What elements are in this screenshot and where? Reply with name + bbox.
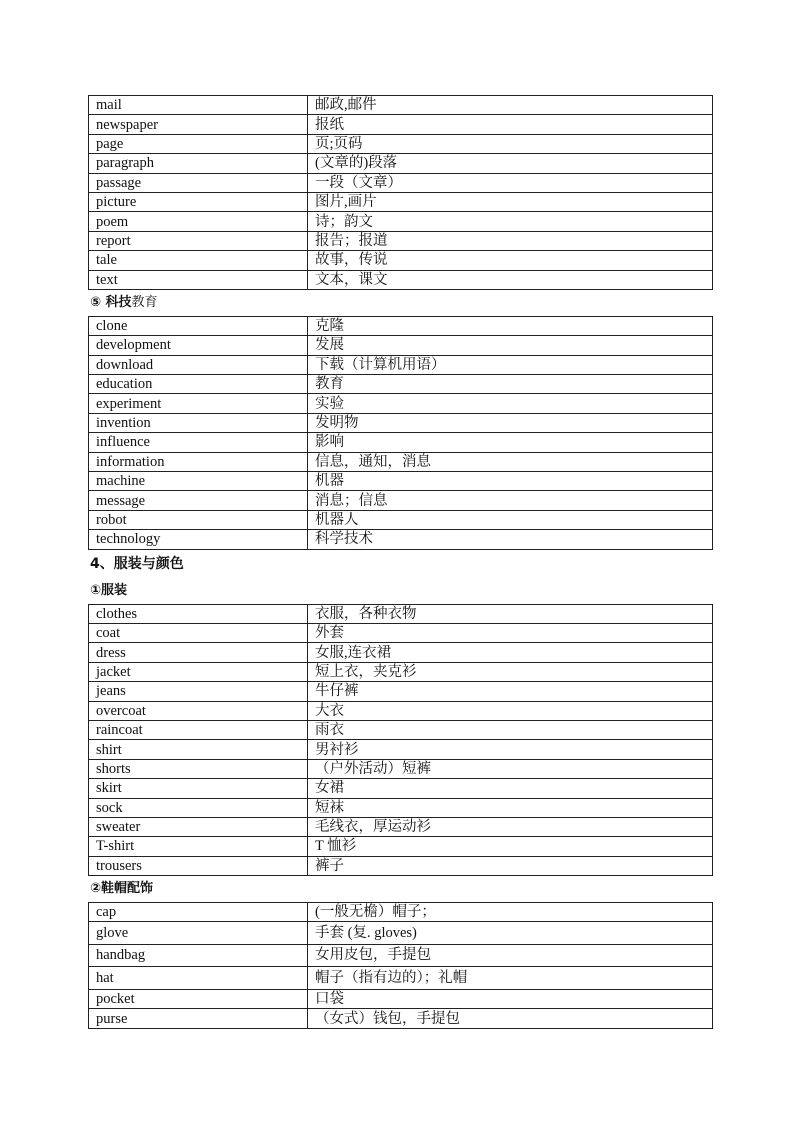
chinese-meaning: 牛仔裤 — [308, 682, 713, 701]
table-row — [89, 682, 713, 701]
table-row — [89, 944, 713, 967]
english-word: clone — [89, 316, 308, 335]
english-word: handbag — [89, 944, 308, 967]
table-row — [89, 212, 713, 231]
table-row — [89, 115, 713, 134]
table-row — [89, 433, 713, 452]
vocab-table-technology — [88, 316, 713, 550]
chinese-meaning: 手套 (复. gloves) — [308, 922, 713, 945]
chinese-meaning: 科学技术 — [308, 530, 713, 549]
english-word: text — [89, 270, 308, 289]
english-word: passage — [89, 173, 308, 192]
chinese-meaning: （女式）钱包，手提包 — [308, 1009, 713, 1028]
table-row — [89, 134, 713, 153]
english-word: pocket — [89, 989, 308, 1008]
english-word: technology — [89, 530, 308, 549]
english-word: machine — [89, 472, 308, 491]
table-row — [89, 316, 713, 335]
english-word: dress — [89, 643, 308, 662]
english-word: sock — [89, 798, 308, 817]
english-word: information — [89, 452, 308, 471]
english-word: influence — [89, 433, 308, 452]
english-word: glove — [89, 922, 308, 945]
english-word: coat — [89, 623, 308, 642]
english-word: education — [89, 375, 308, 394]
table-row — [89, 967, 713, 990]
table-row — [89, 903, 713, 922]
english-word: download — [89, 355, 308, 374]
table-row — [89, 270, 713, 289]
chinese-meaning: 页;页码 — [308, 134, 713, 153]
table-row — [89, 720, 713, 739]
english-word: clothes — [89, 604, 308, 623]
vocab-table-reading — [88, 95, 713, 290]
chinese-meaning: 外套 — [308, 623, 713, 642]
table-row — [89, 154, 713, 173]
chinese-meaning: 报告；报道 — [308, 231, 713, 250]
chinese-meaning: 雨衣 — [308, 720, 713, 739]
chinese-meaning: 发明物 — [308, 413, 713, 432]
english-word: purse — [89, 1009, 308, 1028]
vocab-table-accessories — [88, 902, 713, 1029]
chinese-meaning: (文章的)段落 — [308, 154, 713, 173]
table-row — [89, 1009, 713, 1028]
table-row — [89, 779, 713, 798]
english-word: mail — [89, 96, 308, 115]
table-row — [89, 623, 713, 642]
table-row — [89, 472, 713, 491]
table-row — [89, 643, 713, 662]
table-row — [89, 452, 713, 471]
table-row — [89, 192, 713, 211]
chinese-meaning: 机器 — [308, 472, 713, 491]
chinese-meaning: 机器人 — [308, 510, 713, 529]
english-word: sweater — [89, 817, 308, 836]
chinese-meaning: 图片,画片 — [308, 192, 713, 211]
section-heading-technology — [88, 290, 712, 316]
table-row — [89, 837, 713, 856]
chinese-meaning: 下载（计算机用语） — [308, 355, 713, 374]
table-row — [89, 336, 713, 355]
vocab-table-clothing — [88, 604, 713, 876]
chinese-meaning: 报纸 — [308, 115, 713, 134]
chinese-meaning: 信息，通知，消息 — [308, 452, 713, 471]
table-row — [89, 394, 713, 413]
english-word: shirt — [89, 740, 308, 759]
english-word: skirt — [89, 779, 308, 798]
english-word: poem — [89, 212, 308, 231]
table-row — [89, 604, 713, 623]
english-word: report — [89, 231, 308, 250]
table-row — [89, 989, 713, 1008]
chinese-meaning: 诗；韵文 — [308, 212, 713, 231]
english-word: page — [89, 134, 308, 153]
chinese-meaning: 短上衣，夹克衫 — [308, 662, 713, 681]
english-word: paragraph — [89, 154, 308, 173]
table-row — [89, 530, 713, 549]
table-row — [89, 798, 713, 817]
table-row — [89, 701, 713, 720]
chinese-meaning: 帽子（指有边的）；礼帽 — [308, 967, 713, 990]
chinese-meaning: （户外活动）短裤 — [308, 759, 713, 778]
chinese-meaning: 女服,连衣裙 — [308, 643, 713, 662]
section-heading-clothing-colors: 4、服装与颜色 — [90, 555, 184, 572]
heading-light-part: 教育 — [131, 294, 158, 310]
table-row — [89, 231, 713, 250]
table-row — [89, 922, 713, 945]
chinese-meaning: 实验 — [308, 394, 713, 413]
table-row — [89, 662, 713, 681]
chinese-meaning: 男衬衫 — [308, 740, 713, 759]
table-row — [89, 375, 713, 394]
english-word: tale — [89, 251, 308, 270]
document-page — [88, 95, 712, 1029]
subsection-heading-accessories — [88, 876, 712, 902]
table-row — [89, 510, 713, 529]
chinese-meaning: 文本，课文 — [308, 270, 713, 289]
table-row — [89, 355, 713, 374]
chinese-meaning: 教育 — [308, 375, 713, 394]
english-word: raincoat — [89, 720, 308, 739]
table-row — [89, 491, 713, 510]
heading-bold-part: ②鞋帽配饰 — [90, 881, 154, 897]
english-word: robot — [89, 510, 308, 529]
table-row — [89, 413, 713, 432]
chinese-meaning: (一般无檐）帽子； — [308, 903, 713, 922]
chinese-meaning: 裤子 — [308, 856, 713, 875]
table-row — [89, 173, 713, 192]
table-row — [89, 759, 713, 778]
english-word: message — [89, 491, 308, 510]
table-row — [89, 740, 713, 759]
chinese-meaning: 克隆 — [308, 316, 713, 335]
chinese-meaning: 毛线衣，厚运动衫 — [308, 817, 713, 836]
subsection-heading-clothing — [88, 578, 712, 604]
english-word: jacket — [89, 662, 308, 681]
english-word: development — [89, 336, 308, 355]
english-word: cap — [89, 903, 308, 922]
table-row — [89, 856, 713, 875]
chinese-meaning: 女裙 — [308, 779, 713, 798]
chinese-meaning: 一段（文章） — [308, 173, 713, 192]
english-word: jeans — [89, 682, 308, 701]
english-word: overcoat — [89, 701, 308, 720]
table-row — [89, 817, 713, 836]
english-word: shorts — [89, 759, 308, 778]
heading-bold-part: ①服装 — [90, 582, 128, 598]
english-word: newspaper — [89, 115, 308, 134]
chinese-meaning: 短袜 — [308, 798, 713, 817]
table-row — [89, 251, 713, 270]
chinese-meaning: 故事，传说 — [308, 251, 713, 270]
chinese-meaning: T 恤衫 — [308, 837, 713, 856]
chinese-meaning: 影响 — [308, 433, 713, 452]
chinese-meaning: 发展 — [308, 336, 713, 355]
english-word: T-shirt — [89, 837, 308, 856]
chinese-meaning: 邮政,邮件 — [308, 96, 713, 115]
chinese-meaning: 口袋 — [308, 989, 713, 1008]
english-word: hat — [89, 967, 308, 990]
chinese-meaning: 衣服，各种衣物 — [308, 604, 713, 623]
heading-bold-part: ⑤ 科技 — [90, 294, 132, 310]
table-row — [89, 96, 713, 115]
english-word: experiment — [89, 394, 308, 413]
english-word: invention — [89, 413, 308, 432]
chinese-meaning: 消息；信息 — [308, 491, 713, 510]
english-word: trousers — [89, 856, 308, 875]
chinese-meaning: 女用皮包，手提包 — [308, 944, 713, 967]
english-word: picture — [89, 192, 308, 211]
chinese-meaning: 大衣 — [308, 701, 713, 720]
